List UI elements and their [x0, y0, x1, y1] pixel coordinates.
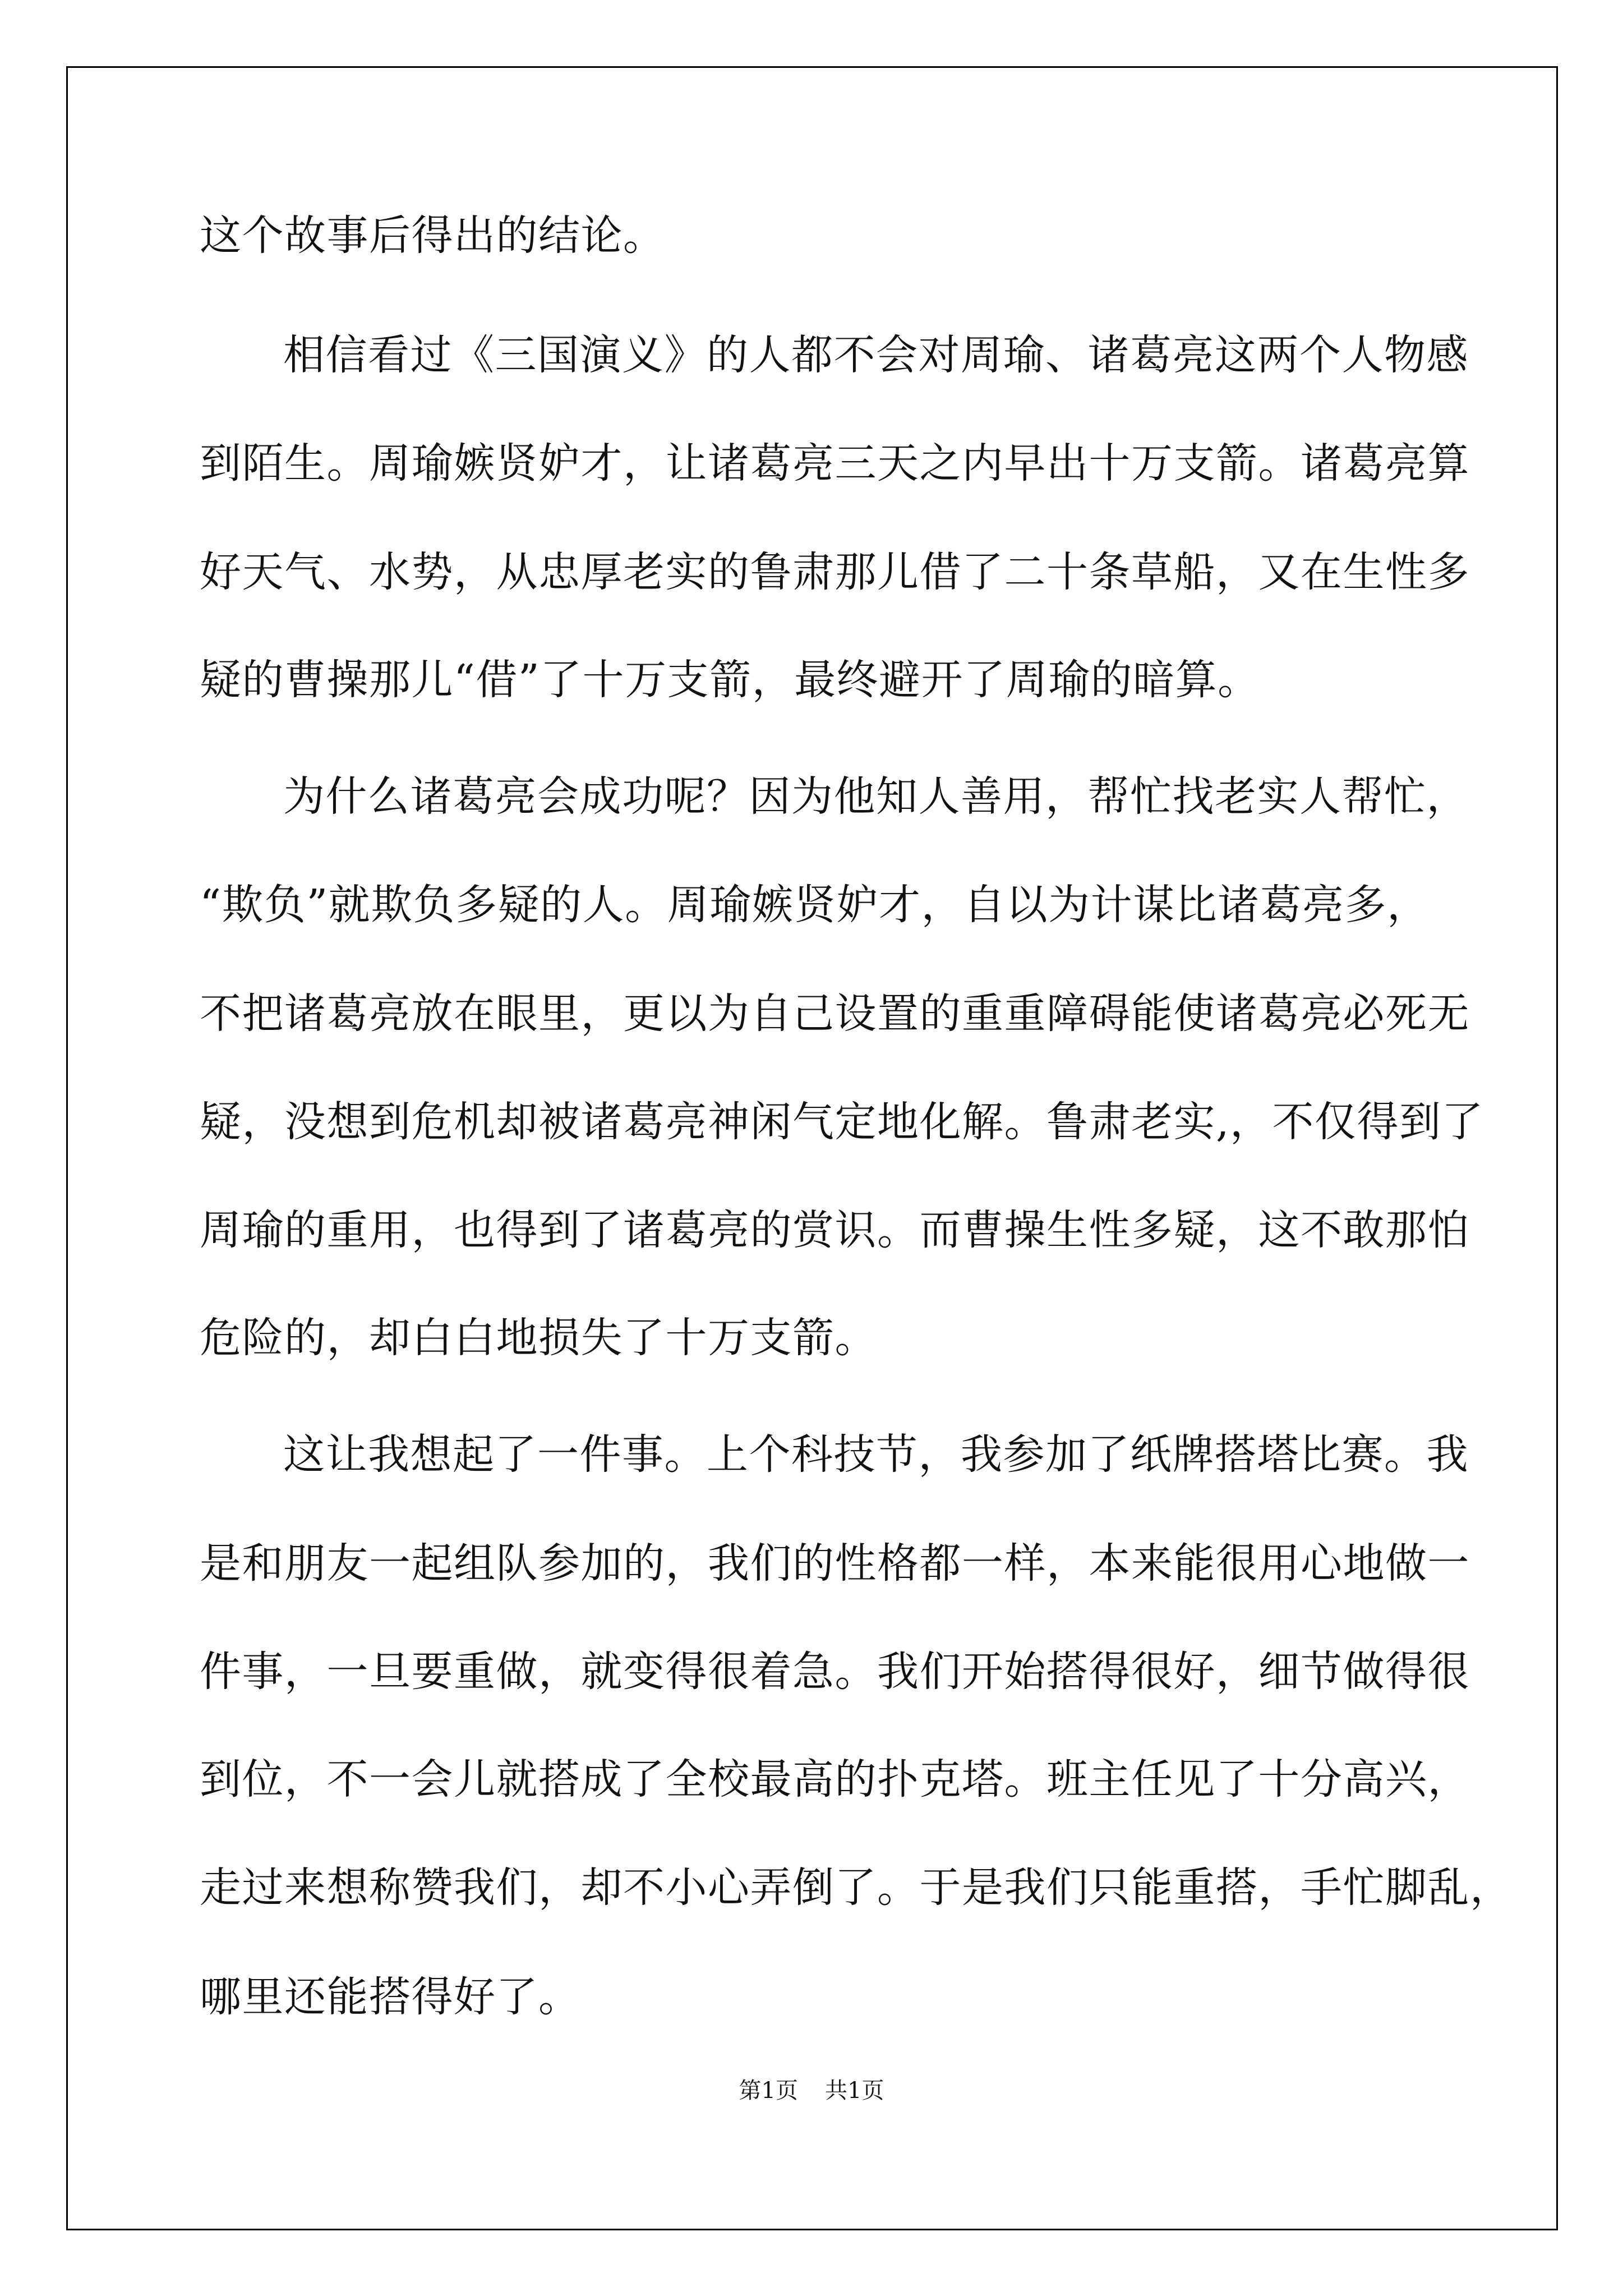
page-total: 共1页 [825, 2078, 884, 2104]
page-footer [0, 2077, 1623, 2105]
text-line-2: 相信看过《三国演义》的人都不会对周瑜、诸葛亮这两个人物感 [283, 331, 1469, 379]
text-line-1: 这个故事后得出的结论。 [200, 211, 666, 260]
text-line-9: 疑，没想到危机却被诸葛亮神闲气定地化解。鲁肃老实,，不仅得到了 [200, 1098, 1484, 1146]
text-line-16: 走过来想称赞我们，却不小心弄倒了。于是我们只能重搭，手忙脚乱， [200, 1864, 1513, 1912]
text-line-3: 到陌生。周瑜嫉贤妒才，让诸葛亮三天之内早出十万支箭。诸葛亮算 [200, 439, 1470, 487]
text-line-10: 周瑜的重用，也得到了诸葛亮的赏识。而曹操生性多疑，这不敢那怕 [200, 1206, 1470, 1254]
text-line-12: 这让我想起了一件事。上个科技节，我参加了纸牌搭塔比赛。我 [283, 1430, 1469, 1479]
text-line-17: 哪里还能搭得好了。 [200, 1973, 581, 2021]
text-line-8: 不把诸葛亮放在眼里，更以为自己设置的重重障碍能使诸葛亮必死无 [200, 990, 1470, 1038]
text-line-5: 疑的曹操那儿“借”了十万支箭，最终避开了周瑜的暗算。 [200, 656, 1260, 704]
text-line-15: 到位，不一会儿就搭成了全校最高的扑克塔。班主任见了十分高兴， [200, 1755, 1470, 1803]
text-line-13: 是和朋友一起组队参加的，我们的性格都一样，本来能很用心地做一 [200, 1539, 1470, 1588]
page-number: 第1页 [739, 2078, 798, 2104]
text-line-11: 危险的，却白白地损失了十万支箭。 [200, 1314, 877, 1362]
text-line-4: 好天气、水势，从忠厚老实的鲁肃那儿借了二十条草船，又在生性多 [200, 548, 1470, 596]
text-line-7: “欺负”就欺负多疑的人。周瑜嫉贤妒才，自以为计谋比诸葛亮多， [200, 881, 1430, 929]
text-line-14: 件事，一旦要重做，就变得很着急。我们开始搭得很好，细节做得很 [200, 1648, 1470, 1696]
text-line-6: 为什么诸葛亮会成功呢？因为他知人善用，帮忙找老实人帮忙， [283, 772, 1469, 821]
